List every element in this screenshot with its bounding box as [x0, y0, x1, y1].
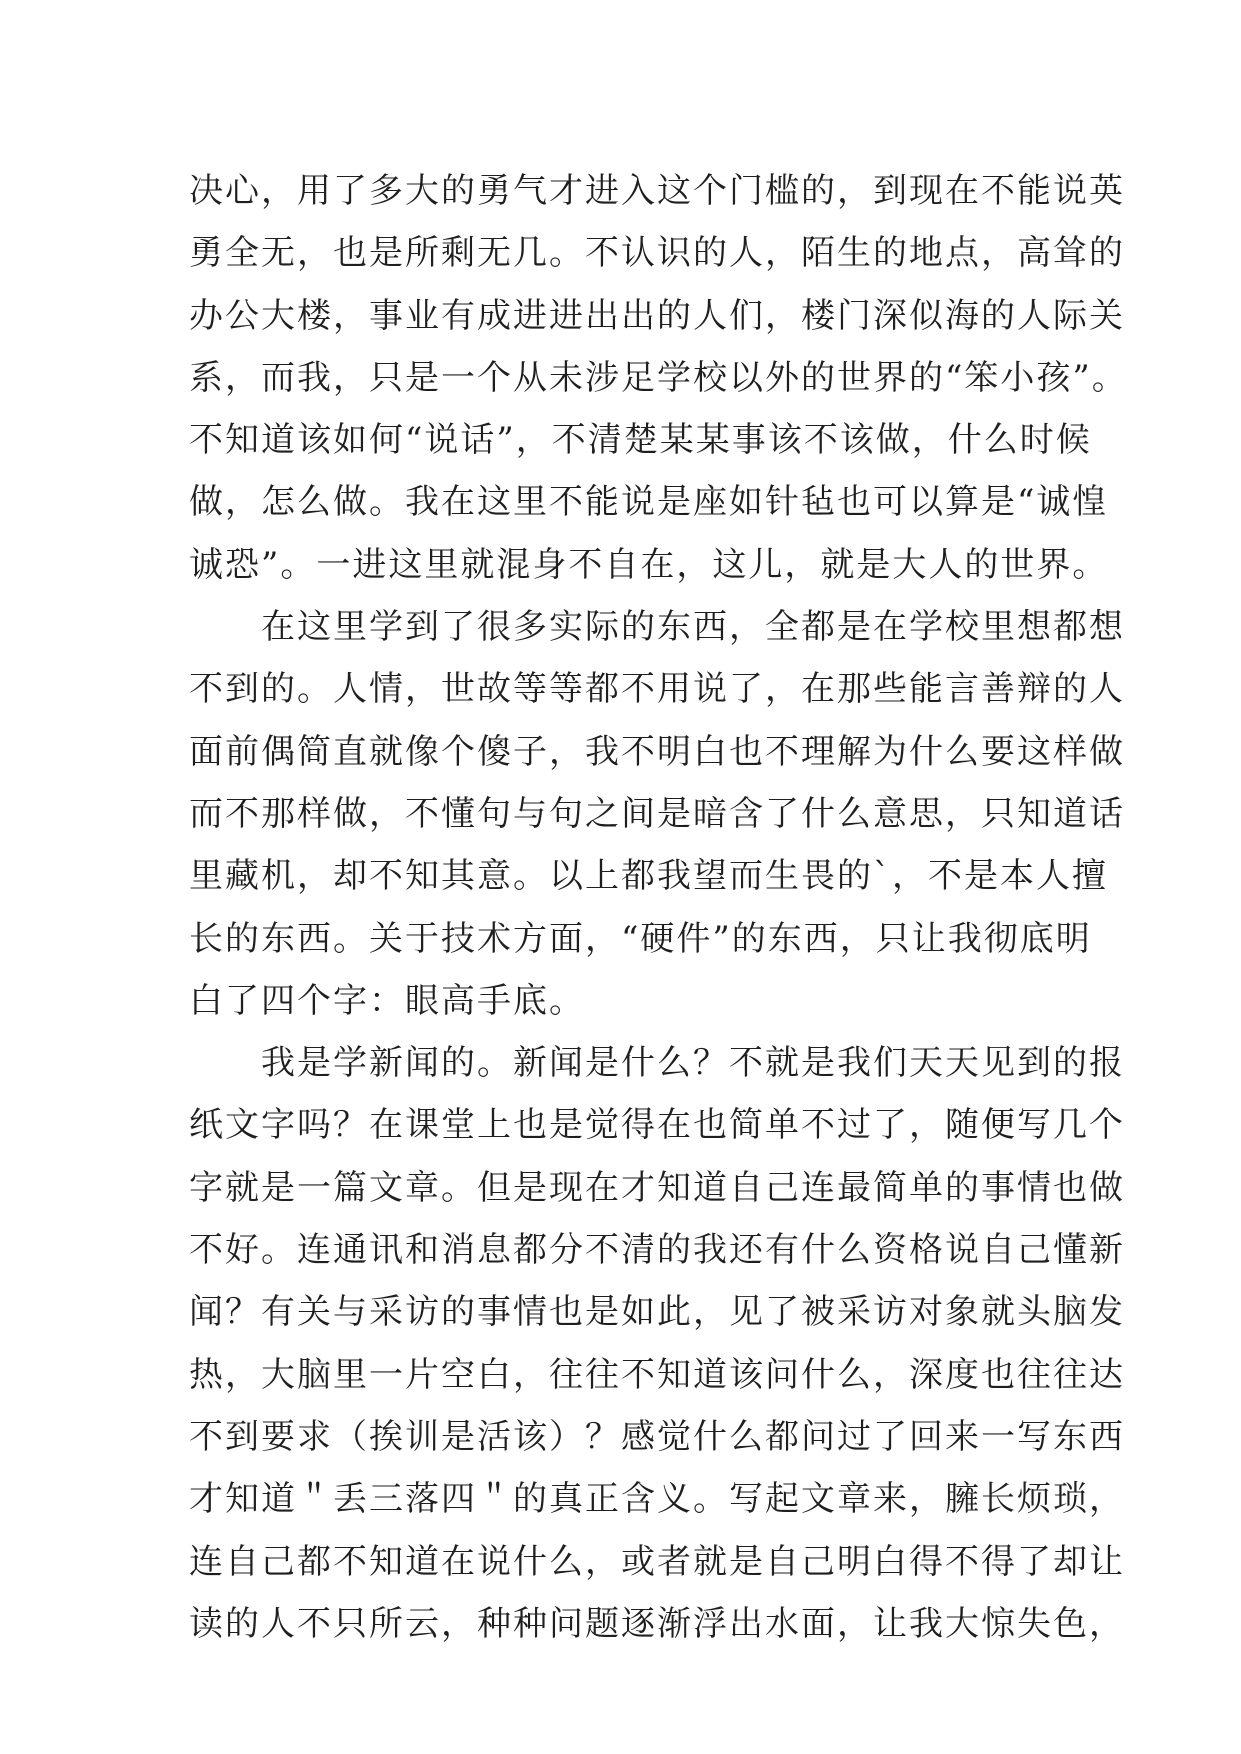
text-line: 不好。连通讯和消息都分不清的我还有什么资格说自己懂新: [189, 1230, 1125, 1271]
text-line: 不知道该如何“说话”，不清楚某某事该不该做，什么时候: [189, 420, 1092, 461]
text-line: 读的人不只所云，种种问题逐渐浮出水面，让我大惊失色，: [189, 1603, 1125, 1644]
text-line: 办公大楼，事业有成进进出出的人们，楼门深似海的人际关: [189, 295, 1125, 336]
text-line: 才知道＂丢三落四＂的真正含义。写起文章来，臃长烦琐，: [189, 1479, 1125, 1520]
text-line: 白了四个字：眼高手底。: [189, 980, 585, 1021]
text-line: 我是学新闻的。新闻是什么？不就是我们天天见到的报: [189, 1043, 1125, 1084]
text-line: 面前偶简直就像个傻子，我不明白也不理解为什么要这样做: [189, 731, 1125, 772]
text-line: 勇全无，也是所剩无几。不认识的人，陌生的地点，高耸的: [189, 233, 1125, 274]
text-line: 里藏机，却不知其意。以上都我望而生畏的`，不是本人擅: [189, 856, 1108, 897]
text-line: 诚恐”。一进这里就混身不自在，这儿，就是大人的世界。: [189, 544, 1109, 585]
text-line: 不到的。人情，世故等等都不用说了，在那些能言善辩的人: [189, 669, 1125, 710]
text-line: 系，而我，只是一个从未涉足学校以外的世界的“笨小孩”。: [189, 357, 1128, 398]
text-line: 决心，用了多大的勇气才进入这个门槛的，到现在不能说英: [189, 171, 1125, 211]
text-line: 长的东西。关于技术方面，“硬件”的东西，只让我彻底明: [189, 918, 1092, 959]
text-line: 热，大脑里一片空白，往往不知道该问什么，深度也往往达: [189, 1354, 1125, 1395]
text-line: 连自己都不知道在说什么，或者就是自己明白得不得了却让: [189, 1541, 1125, 1582]
text-line: 而不那样做，不懂句与句之间是暗含了什么意思，只知道话: [189, 793, 1125, 834]
text-line: 字就是一篇文章。但是现在才知道自己连最简单的事情也做: [189, 1167, 1125, 1208]
text-line: 做，怎么做。我在这里不能说是座如针毡也可以算是“诚惶: [189, 482, 1109, 523]
text-line: 不到要求（挨训是活该）？感觉什么都问过了回来一写东西: [189, 1416, 1125, 1457]
text-line: 纸文字吗？在课堂上也是觉得在也简单不过了，随便写几个: [189, 1105, 1125, 1146]
text-line: 闻？有关与采访的事情也是如此，见了被采访对象就头脑发: [189, 1292, 1125, 1333]
text-line: 在这里学到了很多实际的东西，全都是在学校里想都想: [189, 607, 1125, 648]
body-text: [189, 160, 1128, 1655]
